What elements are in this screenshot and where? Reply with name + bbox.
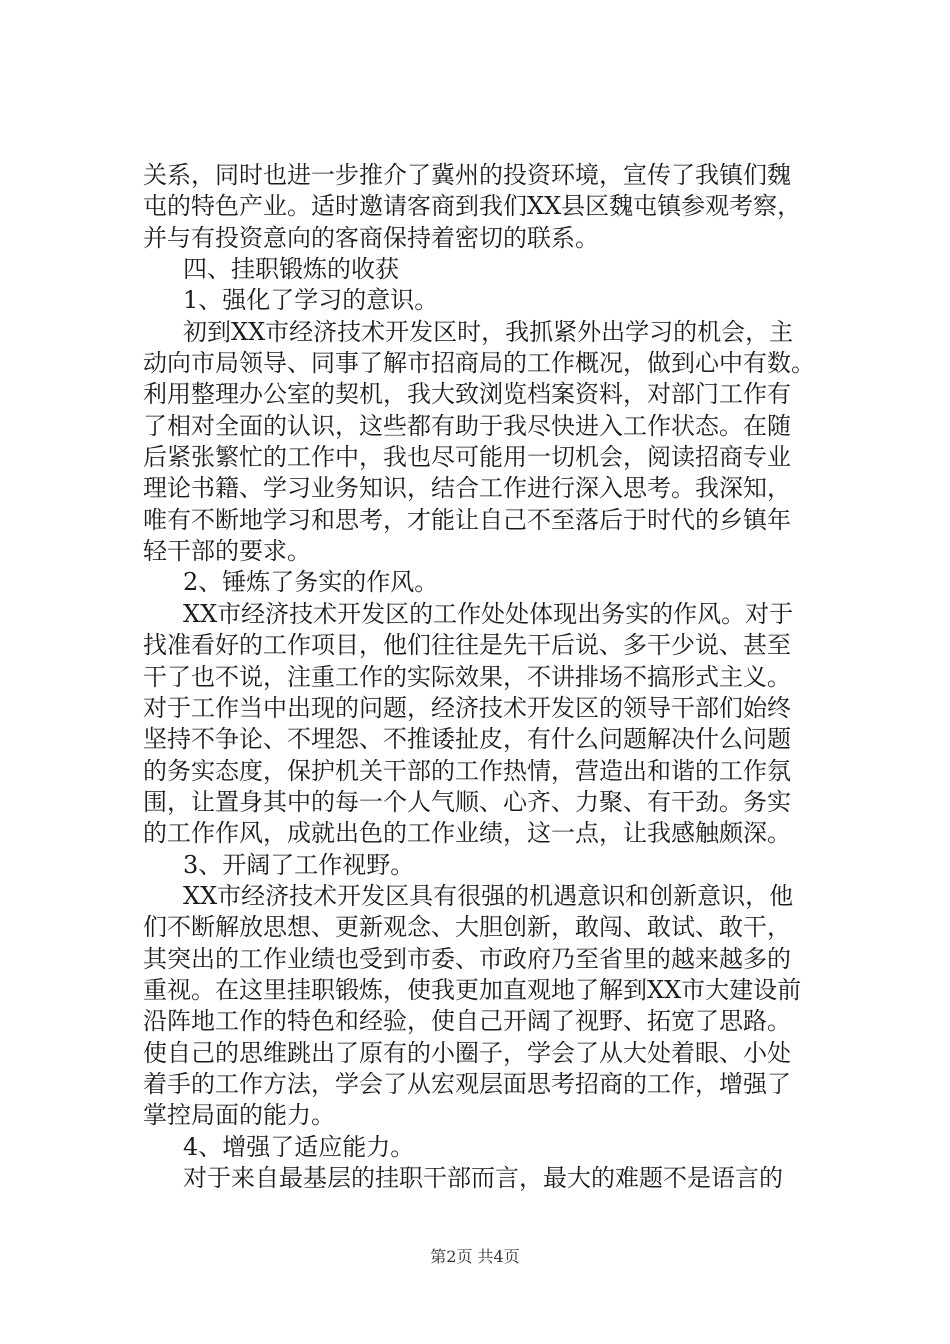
text-line: 干了也不说，注重工作的实际效果，不讲排场不搞形式主义。 bbox=[143, 662, 791, 691]
text-line: 着手的工作方法，学会了从宏观层面思考招商的工作，增强了 bbox=[143, 1069, 791, 1098]
text-line: 其突出的工作业绩也受到市委、市政府乃至省里的越来越多的 bbox=[143, 944, 791, 973]
text-line: 们不断解放思想、更新观念、大胆创新，敢闯、敢试、敢干， bbox=[143, 913, 791, 942]
text-line: 的工作作风，成就出色的工作业绩，这一点，让我感触颇深。 bbox=[143, 819, 791, 848]
text-line: 掌控局面的能力。 bbox=[143, 1101, 335, 1130]
text-line: 坚持不争论、不埋怨、不推诿扯皮，有什么问题解决什么问题 bbox=[143, 725, 791, 754]
text-line: 的务实态度，保护机关干部的工作热情，营造出和谐的工作氛 bbox=[143, 756, 791, 785]
text-line: 轻干部的要求。 bbox=[143, 537, 311, 566]
document-body bbox=[143, 160, 823, 1194]
text-line: 1、强化了学习的意识。 bbox=[183, 286, 439, 315]
page-number: 第2页 共4页 bbox=[430, 1247, 520, 1266]
text-line: 找准看好的工作项目，他们往往是先干后说、多干少说、甚至 bbox=[143, 631, 791, 660]
text-line: 了相对全面的认识，这些都有助于我尽快进入工作状态。在随 bbox=[143, 411, 791, 440]
text-line: 唯有不断地学习和思考，才能让自己不至落后于时代的乡镇年 bbox=[143, 505, 791, 534]
text-line: 四、挂职锻炼的收获 bbox=[183, 255, 399, 284]
text-line: XX市经济技术开发区的工作处处体现出务实的作风。对于 bbox=[183, 599, 794, 628]
text-line: 并与有投资意向的客商保持着密切的联系。 bbox=[143, 223, 599, 252]
text-line: 利用整理办公室的契机，我大致浏览档案资料，对部门工作有 bbox=[143, 380, 791, 409]
text-line: 3、开阔了工作视野。 bbox=[183, 850, 415, 879]
text-line: 理论书籍、学习业务知识，结合工作进行深入思考。我深知， bbox=[143, 474, 791, 503]
text-line: 使自己的思维跳出了原有的小圈子，学会了从大处着眼、小处 bbox=[143, 1038, 791, 1067]
text-line: 初到XX市经济技术开发区时，我抓紧外出学习的机会，主 bbox=[183, 317, 794, 346]
text-line: 重视。在这里挂职锻炼，使我更加直观地了解到XX市大建设前 bbox=[143, 975, 802, 1004]
text-line: 围，让置身其中的每一个人气顺、心齐、力聚、有干劲。务实 bbox=[143, 787, 791, 816]
text-line: 对于工作当中出现的问题，经济技术开发区的领导干部们始终 bbox=[143, 693, 791, 722]
text-line: 关系，同时也进一步推介了冀州的投资环境，宣传了我镇们魏 bbox=[143, 161, 791, 189]
text-line: 2、锤炼了务实的作风。 bbox=[183, 568, 439, 597]
text-line: 动向市局领导、同事了解市招商局的工作概况，做到心中有数。 bbox=[143, 349, 815, 378]
text-line: 4、增强了适应能力。 bbox=[183, 1132, 415, 1161]
text-line: XX市经济技术开发区具有很强的机遇意识和创新意识，他 bbox=[183, 881, 794, 910]
text-line: 对于来自最基层的挂职干部而言，最大的难题不是语言的 bbox=[183, 1164, 783, 1192]
text-line: 后紧张繁忙的工作中，我也尽可能用一切机会，阅读招商专业 bbox=[143, 443, 791, 472]
text-line: 沿阵地工作的特色和经验，使自己开阔了视野、拓宽了思路。 bbox=[143, 1007, 791, 1036]
text-line: 屯的特色产业。适时邀请客商到我们XX县区魏屯镇参观考察， bbox=[143, 192, 802, 221]
